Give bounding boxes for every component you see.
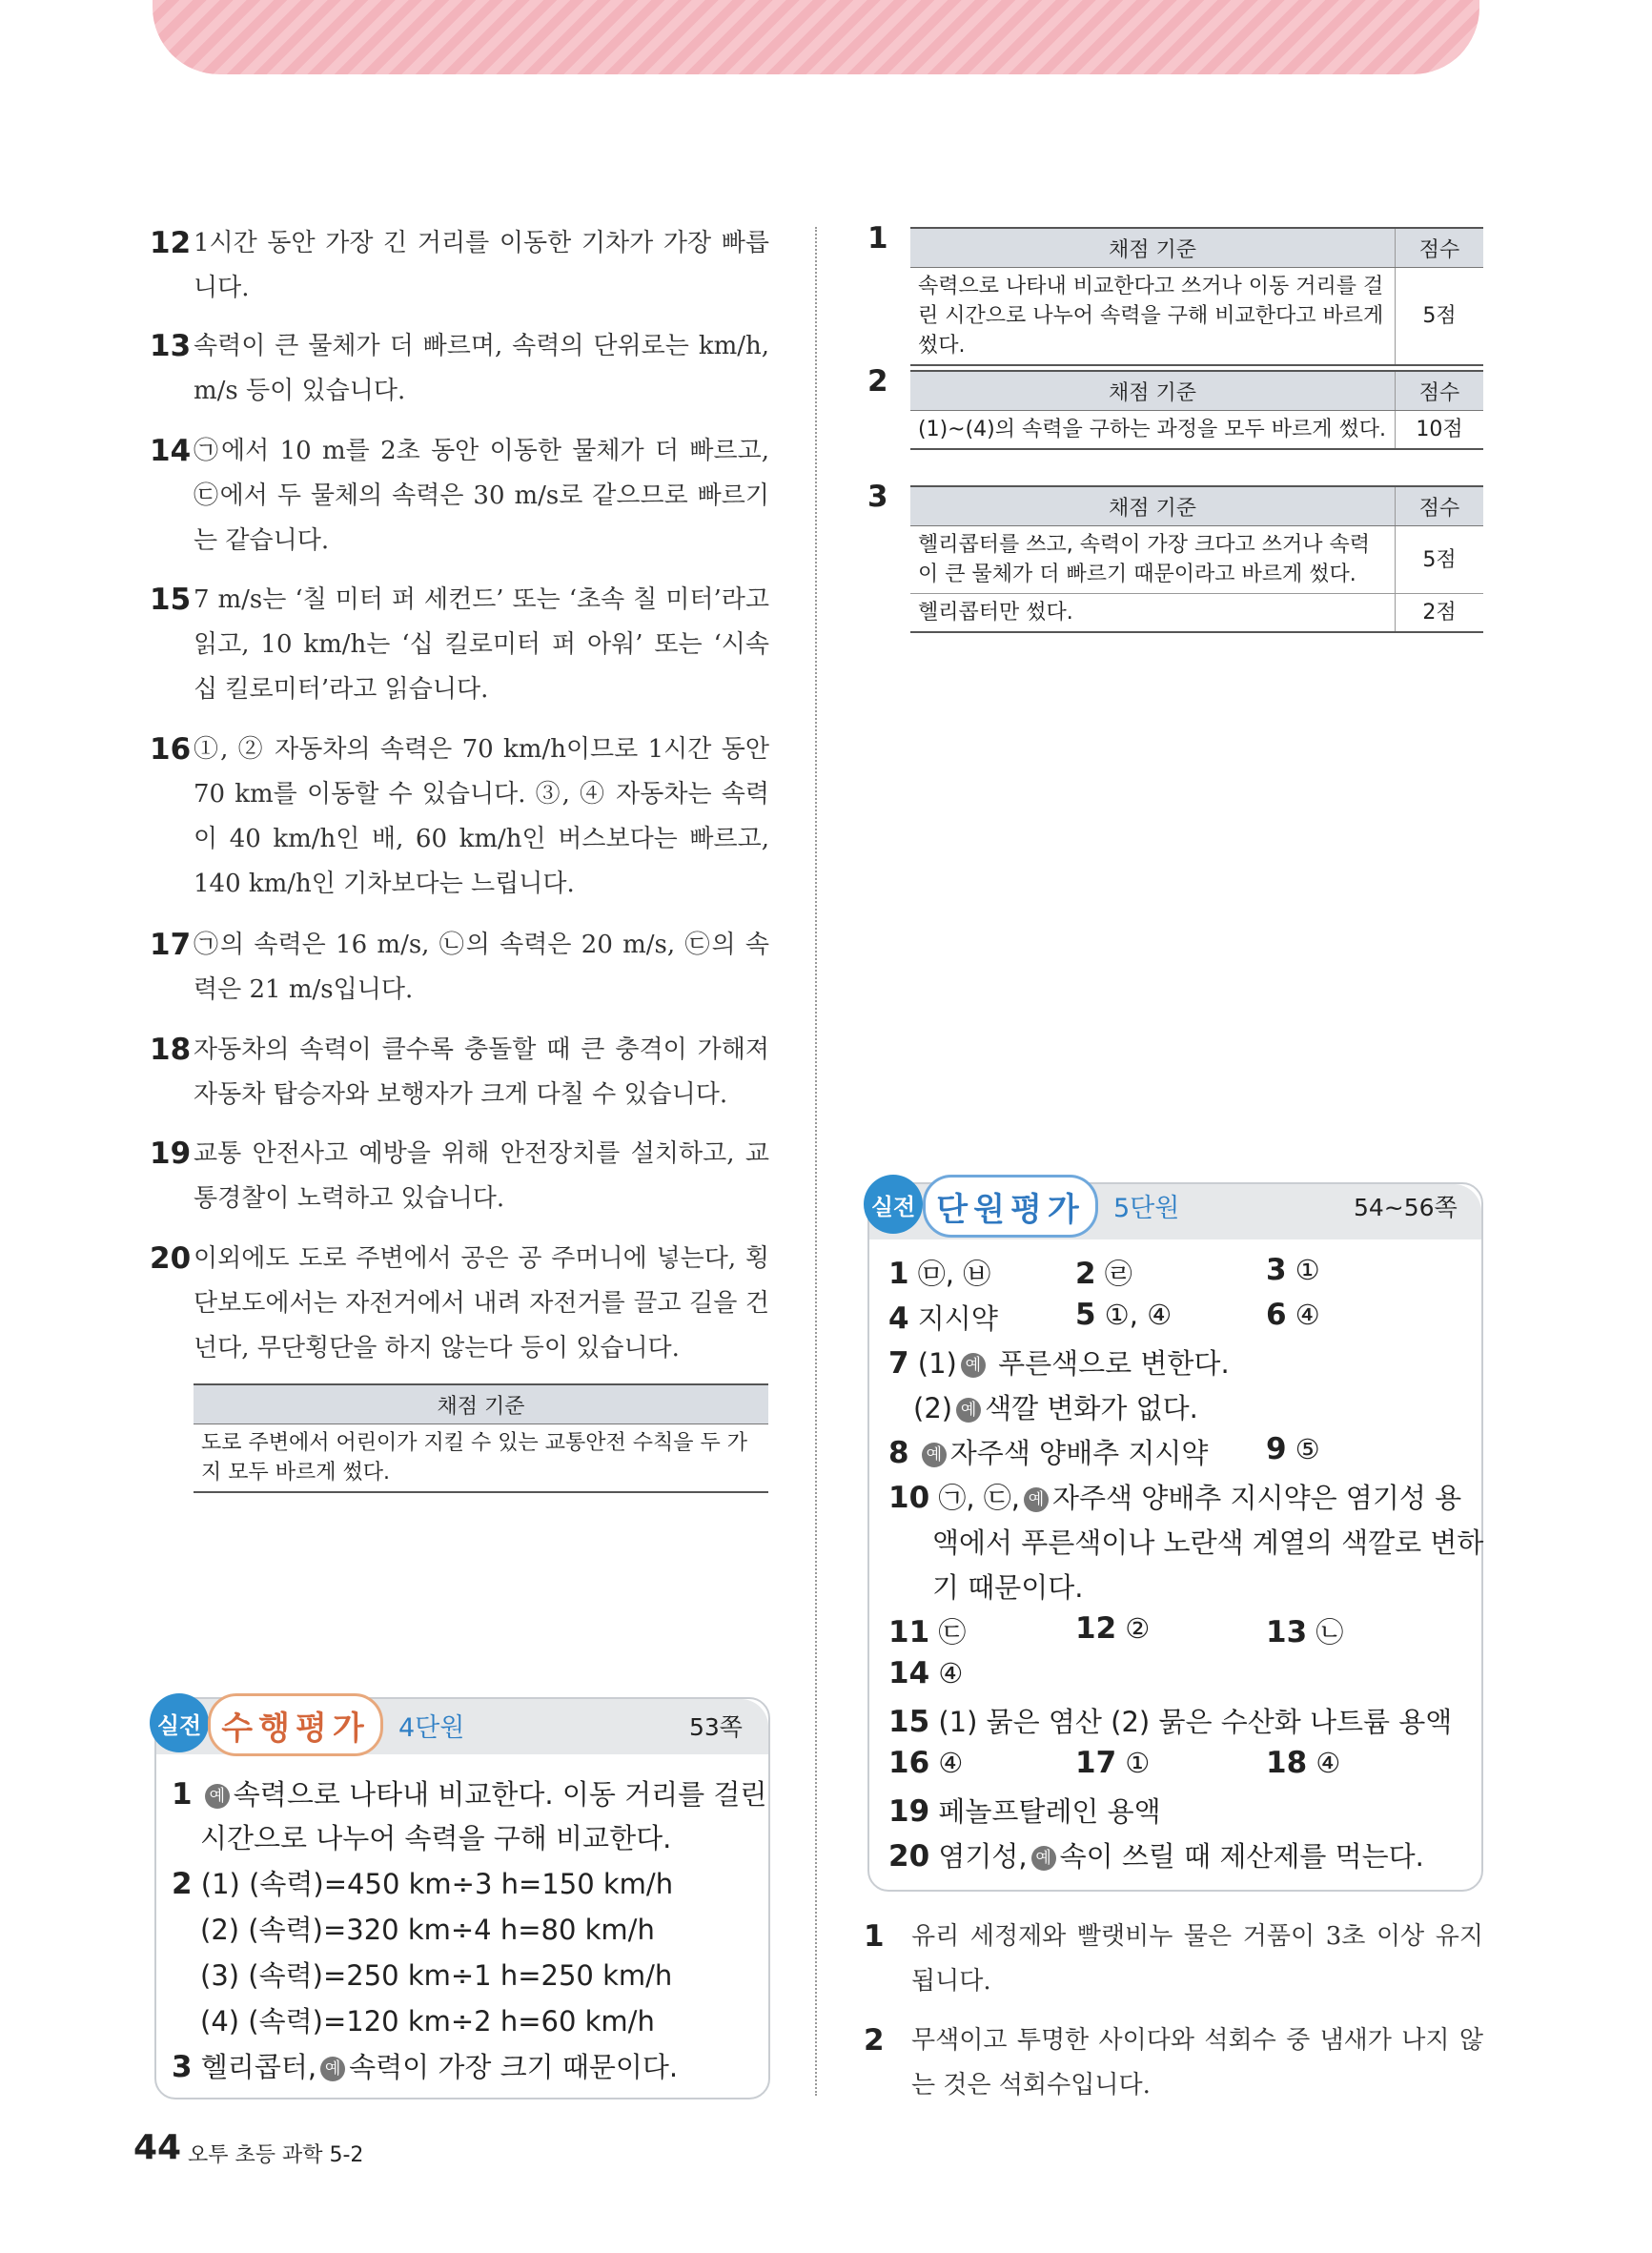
explanation-unit-1 xyxy=(864,1915,1483,2004)
explanation-text: 1시간 동안 가장 긴 거리를 이동한 기차가 가장 빠릅니다. xyxy=(194,229,769,302)
answer-4: 4 지시약 xyxy=(888,1301,998,1336)
question-number: 3 xyxy=(867,480,888,514)
box-title: 단원평가 xyxy=(923,1175,1098,1238)
explanation-text: ①, ② 자동차의 속력은 70 km/h이므로 1시간 동안 70 km를 이동할 수 있습니다. ③, ④ 자동차는 속력이 40 km/h인 배, 60 km/h인 버스보다는 빠르고, 140 km/h인 기차보다는 느립니다. xyxy=(194,735,769,898)
page-number: 44 xyxy=(133,2128,182,2167)
explanation-text: 교통 안전사고 예방을 위해 안전장치를 설치하고, 교통경찰이 노력하고 있습니다. xyxy=(194,1139,769,1213)
page-reference: 54~56쪽 xyxy=(1354,1194,1458,1221)
answer-2: 2 ㉣ xyxy=(1075,1257,1132,1291)
score-cell: 5점 xyxy=(1396,268,1484,366)
explanation-18 xyxy=(150,1028,769,1117)
answer-7-1: 7 (1) 예 푸른색으로 변한다. xyxy=(888,1346,1230,1381)
answer-8: 8 예 자주색 양배추 지시약 xyxy=(888,1436,1209,1470)
answer-3: 3 헬리콥터, 예 속력이 가장 크기 때문이다. xyxy=(172,2050,679,2084)
page-reference: 53쪽 xyxy=(689,1713,743,1741)
answer-7-2: (2) 예 색깔 변화가 없다. xyxy=(913,1392,1198,1424)
example-mark: 예 xyxy=(1031,1846,1056,1871)
question-number: 12 xyxy=(150,226,192,260)
score-cell: 2점 xyxy=(1396,594,1484,633)
answer-1: 1 ㉤, ㉥ xyxy=(888,1257,991,1291)
question-number: 19 xyxy=(150,1137,192,1171)
book-title: 오투 초등 과학 5-2 xyxy=(188,2143,364,2167)
badge: 실전 xyxy=(150,1693,209,1752)
score-header: 점수 xyxy=(1396,486,1484,526)
table-row: 속력으로 나타내 비교한다고 쓰거나 이동 거리를 걸린 시간으로 나누어 속력을 구해 비교한다고 바르게 썼다. xyxy=(910,268,1396,366)
explanation-14 xyxy=(150,429,769,563)
answer-15: 15 (1) 묽은 염산 (2) 묽은 수산화 나트륨 용액 xyxy=(888,1705,1453,1739)
example-mark: 예 xyxy=(205,1784,230,1809)
explanation-unit-2 xyxy=(864,2018,1483,2108)
example-mark: 예 xyxy=(961,1353,986,1378)
unit-label: 5단원 xyxy=(1113,1194,1180,1223)
top-banner xyxy=(153,0,1479,74)
answer-10: 10 ㉠, ㉢, 예 자주색 양배추 지시약은 염기성 용 xyxy=(888,1481,1462,1515)
answer-6: 6 ④ xyxy=(1266,1298,1320,1332)
unit-label: 4단원 xyxy=(398,1713,465,1743)
table-row: 도로 주변에서 어린이가 지킬 수 있는 교통안전 수칙을 두 가지 모두 바르게 썼다. xyxy=(194,1424,768,1493)
answer-10-cont2: 기 때문이다. xyxy=(932,1571,1084,1604)
explanation-12 xyxy=(150,221,769,311)
box-title: 수행평가 xyxy=(208,1693,383,1756)
explanation-text: 자동차의 속력이 클수록 충돌할 때 큰 충격이 가해져 자동차 탑승자와 보행자가 크게 다칠 수 있습니다. xyxy=(194,1035,769,1109)
answer-3: 3 ① xyxy=(1266,1253,1320,1287)
table-header: 채점 기준 xyxy=(910,371,1396,411)
answer-13: 13 ㉡ xyxy=(1266,1615,1344,1649)
question-number: 16 xyxy=(150,732,192,767)
answer-11: 11 ㉢ xyxy=(888,1615,967,1649)
question-number: 15 xyxy=(150,583,192,617)
explanation-17 xyxy=(150,923,769,1013)
scoring-table-3 xyxy=(910,485,1483,633)
answer-2-3: (3) (속력)=250 km÷1 h=250 km/h xyxy=(200,1959,673,1992)
answer-16: 16 ④ xyxy=(888,1746,964,1780)
table-header: 채점 기준 xyxy=(910,486,1396,526)
table-row: 헬리콥터만 썼다. xyxy=(910,594,1396,633)
answer-10-cont: 액에서 푸른색이나 노란색 계열의 색깔로 변하 xyxy=(932,1526,1484,1559)
table-row: (1)~(4)의 속력을 구하는 과정을 모두 바르게 썼다. xyxy=(910,411,1396,450)
score-cell: 5점 xyxy=(1396,526,1484,594)
score-header: 점수 xyxy=(1396,371,1484,411)
explanation-19 xyxy=(150,1132,769,1221)
scoring-table-20 xyxy=(194,1383,768,1493)
example-mark: 예 xyxy=(956,1398,981,1423)
explanation-text: ㉠에서 10 m를 2초 동안 이동한 물체가 더 빠르고, ㉢에서 두 물체의 속력은 30 m/s로 같으므로 빠르기는 같습니다. xyxy=(194,437,769,555)
explanation-text: 7 m/s는 ‘칠 미터 퍼 세컨드’ 또는 ‘초속 칠 미터’라고 읽고, 10 km/h는 ‘십 킬로미터 퍼 아워’ 또는 ‘시속 십 킬로미터’라고 읽습니다. xyxy=(194,585,769,704)
explanation-13 xyxy=(150,324,769,414)
scoring-table-2 xyxy=(910,370,1483,450)
table-header: 채점 기준 xyxy=(910,228,1396,268)
question-number: 18 xyxy=(150,1033,192,1067)
explanation-text: 유리 세정제와 빨랫비누 물은 거품이 3초 이상 유지됩니다. xyxy=(911,1922,1483,1996)
answer-2-2: (2) (속력)=320 km÷4 h=80 km/h xyxy=(200,1914,655,1946)
table-row: 헬리콥터를 쓰고, 속력이 가장 크다고 쓰거나 속력이 큰 물체가 더 빠르기 때문이라고 바르게 썼다. xyxy=(910,526,1396,594)
answer-9: 9 ⑤ xyxy=(1266,1432,1320,1466)
question-number: 13 xyxy=(150,329,192,363)
table-header: 채점 기준 xyxy=(194,1384,768,1424)
answer-1: 1 예 속력으로 나타내 비교한다. 이동 거리를 걸린 xyxy=(172,1777,767,1812)
question-number: 1 xyxy=(867,221,888,256)
explanation-16 xyxy=(150,727,769,907)
explanation-text: 이외에도 도로 주변에서 공은 공 주머니에 넣는다, 횡단보도에서는 자전거에서 내려 자전거를 끌고 길을 건넌다, 무단횡단을 하지 않는다 등이 있습니다. xyxy=(194,1244,769,1362)
explanation-15 xyxy=(150,578,769,712)
question-number: 20 xyxy=(150,1241,192,1276)
answer-5: 5 ①, ④ xyxy=(1075,1298,1173,1332)
answer-19: 19 페놀프탈레인 용액 xyxy=(888,1794,1161,1829)
example-mark: 예 xyxy=(922,1443,947,1467)
answer-20: 20 염기성, 예 속이 쓰릴 때 제산제를 먹는다. xyxy=(888,1839,1424,1874)
question-number: 2 xyxy=(864,2023,885,2058)
explanation-20 xyxy=(150,1237,769,1371)
answer-14: 14 ④ xyxy=(888,1656,964,1690)
question-number: 1 xyxy=(864,1919,885,1954)
answer-17: 17 ① xyxy=(1075,1746,1151,1780)
score-header: 점수 xyxy=(1396,228,1484,268)
answer-18: 18 ④ xyxy=(1266,1746,1341,1780)
column-divider xyxy=(815,227,817,2096)
badge: 실전 xyxy=(864,1175,923,1234)
score-cell: 10점 xyxy=(1396,411,1484,450)
explanation-text: 속력이 큰 물체가 더 빠르며, 속력의 단위로는 km/h, m/s 등이 있습니다. xyxy=(194,332,769,405)
explanation-text: ㉠의 속력은 16 m/s, ㉡의 속력은 20 m/s, ㉢의 속력은 21 m/s입니다. xyxy=(194,931,769,1004)
answer-1-cont: 시간으로 나누어 속력을 구해 비교한다. xyxy=(200,1822,672,1854)
answer-2-4: (4) (속력)=120 km÷2 h=60 km/h xyxy=(200,2005,655,2038)
scoring-table-1 xyxy=(910,227,1483,366)
question-number: 14 xyxy=(150,434,192,468)
example-mark: 예 xyxy=(320,2057,345,2081)
question-number: 2 xyxy=(867,364,888,399)
question-number: 17 xyxy=(150,928,192,962)
answer-12: 12 ② xyxy=(1075,1611,1151,1646)
answer-2: 2 (1) (속력)=450 km÷3 h=150 km/h xyxy=(172,1867,674,1901)
explanation-text: 무색이고 투명한 사이다와 석회수 중 냄새가 나지 않는 것은 석회수입니다. xyxy=(911,2026,1483,2099)
example-mark: 예 xyxy=(1024,1487,1049,1512)
